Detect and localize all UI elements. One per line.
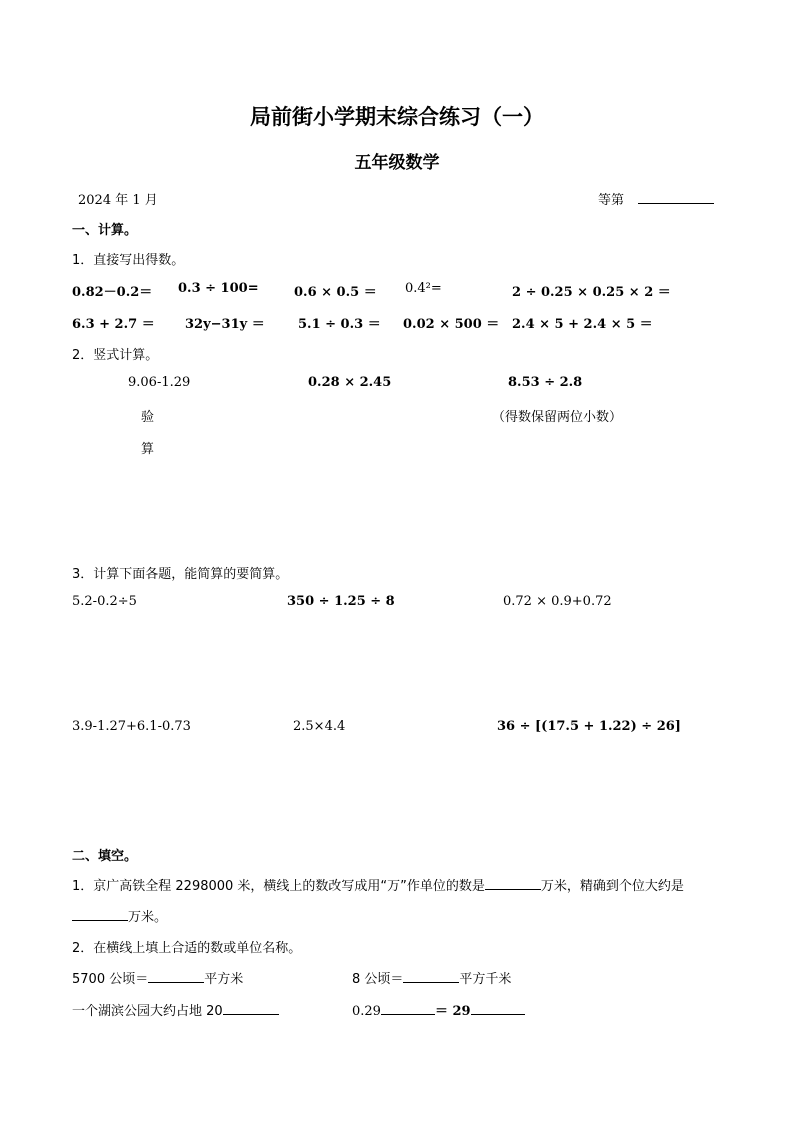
- fill-q1-unit2: 万米。: [128, 910, 168, 925]
- simplify-calc-item: 3.9-1.27+6.1-0.73: [72, 719, 191, 734]
- vertical-calc-item: 8.53 ÷ 2.8: [508, 375, 583, 390]
- section-heading-calc: 一、计算。: [72, 223, 138, 238]
- page-subtitle: 五年级数学: [354, 153, 440, 173]
- question-2-label: 2．竖式计算。: [72, 348, 159, 363]
- fill-question-2-label: 2．在横线上填上合适的数或单位名称。: [72, 941, 302, 956]
- answer-blank[interactable]: [223, 1001, 279, 1015]
- oral-calc-item: 6.3 + 2.7 ＝: [72, 317, 155, 332]
- fill-q2-item-c: [72, 1000, 279, 1019]
- fill-q2-c-pre: 一个湖滨公园大约占地 20: [72, 1004, 223, 1019]
- question-1-label: 1．直接写出得数。: [72, 253, 185, 268]
- oral-calc-item: 0.4²=: [405, 281, 442, 296]
- fill-q1-unit: 万米，精确到个位大约是: [540, 879, 684, 894]
- vertical-calc-item: 9.06-1.29: [128, 375, 191, 390]
- answer-blank[interactable]: [148, 969, 204, 983]
- oral-calc-item: 0.82－0.2＝: [72, 285, 153, 300]
- grade-blank[interactable]: [638, 189, 714, 204]
- fill-q2-b-pre: 8 公顷＝: [352, 972, 404, 987]
- exam-date: 2024 年 1 月: [78, 193, 158, 208]
- question-3-label: 3．计算下面各题，能简算的要简算。: [72, 567, 289, 582]
- oral-calc-item: 2.4 × 5 + 2.4 × 5 ＝: [512, 317, 653, 332]
- fill-q2-a-post: 平方米: [204, 972, 244, 987]
- answer-blank[interactable]: [72, 907, 128, 921]
- answer-blank[interactable]: [471, 1001, 525, 1015]
- fill-q2-b-post: 平方千米: [459, 972, 512, 987]
- oral-calc-item: 0.6 × 0.5 ＝: [294, 285, 377, 300]
- answer-blank[interactable]: [403, 969, 459, 983]
- answer-blank[interactable]: [381, 1001, 435, 1015]
- grade-label: 等第: [598, 193, 625, 208]
- fill-q2-d-pre: 0.29: [352, 1004, 381, 1019]
- fill-question-1: [72, 875, 684, 894]
- fill-q2-a-pre: 5700 公顷＝: [72, 972, 149, 987]
- simplify-calc-item: 2.5×4.4: [293, 719, 346, 734]
- vertical-calc-item: 0.28 × 2.45: [308, 375, 392, 390]
- section-heading-fill: 二、填空。: [72, 849, 138, 864]
- simplify-calc-item: 5.2-0.2÷5: [72, 594, 137, 609]
- oral-calc-item: 0.02 × 500 ＝: [403, 317, 500, 332]
- fill-q2-item-d: [352, 1000, 525, 1019]
- check-label: 算: [141, 442, 155, 457]
- fill-q2-item-a: [72, 968, 243, 987]
- simplify-calc-item: 0.72 × 0.9+0.72: [503, 594, 612, 609]
- answer-blank[interactable]: [485, 876, 541, 890]
- oral-calc-item: 5.1 ÷ 0.3 ＝: [298, 317, 381, 332]
- oral-calc-item: 0.3 ÷ 100=: [178, 281, 259, 296]
- oral-calc-item: 32y−31y ＝: [185, 317, 265, 332]
- page-title: 局前街小学期末综合练习（一）: [250, 105, 544, 129]
- fill-q2-item-b: [352, 968, 511, 987]
- fill-q2-d-mid: ＝ 29: [434, 1004, 471, 1019]
- oral-calc-item: 2 ÷ 0.25 × 0.25 × 2 ＝: [512, 285, 671, 300]
- simplify-calc-item: 350 ÷ 1.25 ÷ 8: [287, 594, 395, 609]
- rounding-note: （得数保留两位小数）: [492, 410, 623, 425]
- simplify-calc-item: 36 ÷ [(17.5 + 1.22) ÷ 26]: [497, 719, 681, 734]
- fill-question-1-cont: [72, 906, 167, 925]
- fill-q1-text: 1．京广高铁全程 2298000 米，横线上的数改写成用“万”作单位的数是: [72, 879, 485, 894]
- check-label: 验: [141, 410, 155, 425]
